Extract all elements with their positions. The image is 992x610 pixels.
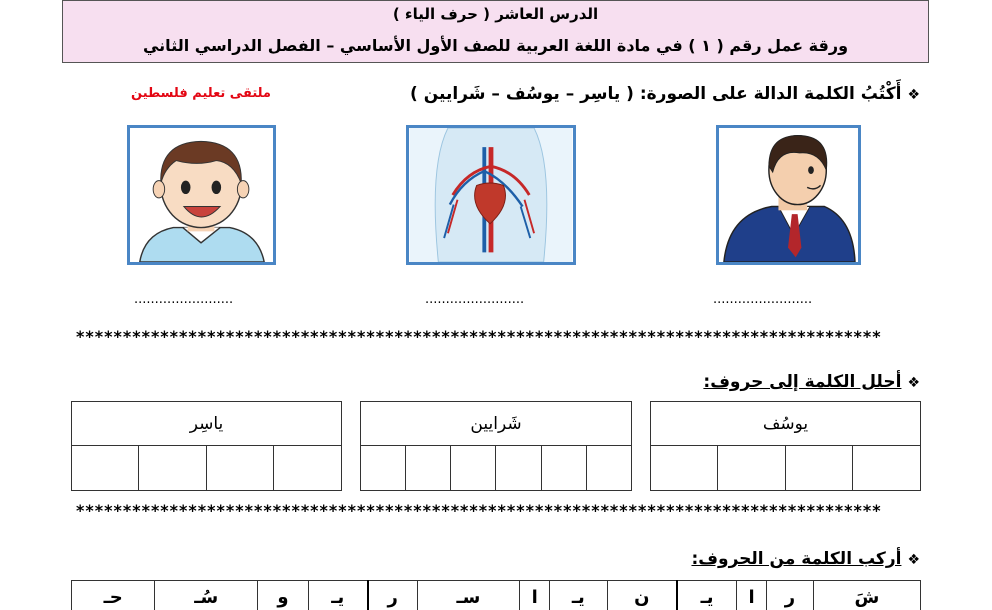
site-label: ملتقى تعليم فلسطين [131, 86, 271, 101]
worksheet-header [62, 0, 929, 63]
section1-options: ( ياسِر – يوسُف – شَرايين ) [410, 84, 634, 104]
boy-smiling-drawing [130, 128, 273, 262]
letter-tile: يـ [550, 581, 608, 610]
analysis-box-yaser [71, 401, 342, 491]
letter-tile: يـ [677, 581, 737, 610]
man-in-suit-drawing [719, 128, 858, 262]
section3-title: أركب الكلمة من الحروف: [691, 549, 902, 569]
letter-cell[interactable] [72, 446, 139, 491]
analysis-box-yousef [650, 401, 921, 491]
separator-line: ************************************************************************************** [76, 330, 882, 344]
bullet-icon: ❖ [907, 87, 920, 103]
letter-tile: يـ [308, 581, 368, 610]
man-in-suit-image [716, 125, 861, 265]
letter-tile: شَ [813, 581, 920, 610]
bullet-icon: ❖ [907, 552, 920, 568]
letter-tile: ر [368, 581, 417, 610]
letter-cell[interactable] [361, 446, 406, 491]
letter-cell[interactable] [274, 446, 342, 491]
word-sharayeen: شَرايين [361, 402, 632, 446]
section3-instruction [691, 549, 920, 569]
bullet-icon: ❖ [907, 375, 920, 391]
word-yousef: يوسُف [651, 402, 921, 446]
section1-title: أَكْتُبُ الكلمة الدالة على الصورة: [639, 84, 902, 104]
letter-cell[interactable] [206, 446, 273, 491]
lesson-title: الدرس العاشر ( حرف الياء ) [392, 5, 599, 23]
letter-cell[interactable] [541, 446, 586, 491]
letter-tile: ا [737, 581, 767, 610]
heart-arteries-drawing [409, 128, 573, 262]
letter-cell[interactable] [586, 446, 631, 491]
letter-cell[interactable] [139, 446, 206, 491]
letter-cell[interactable] [651, 446, 718, 491]
letter-tile: حـ [72, 581, 155, 610]
letter-tile: ا [520, 581, 550, 610]
heart-arteries-image [406, 125, 576, 265]
letter-cell[interactable] [853, 446, 921, 491]
letter-tile: ر [766, 581, 813, 610]
letter-cell[interactable] [496, 446, 541, 491]
separator-line: ************************************************************************************** [76, 504, 882, 518]
section2-title: أحلل الكلمة إلى حروف: [703, 372, 902, 392]
section2-instruction [703, 372, 920, 392]
letter-cell[interactable] [406, 446, 451, 491]
analysis-box-sharayeen [360, 401, 632, 491]
letter-cell[interactable] [451, 446, 496, 491]
letter-tile: سُـ [155, 581, 258, 610]
letters-row [71, 580, 921, 610]
answer-blank-2[interactable]: ........................ [425, 292, 525, 307]
answer-blank-1[interactable]: ........................ [134, 292, 234, 307]
letter-cell[interactable] [785, 446, 852, 491]
letter-tile: ن [607, 581, 677, 610]
boy-smiling-image [127, 125, 276, 265]
letter-tile: سـ [417, 581, 520, 610]
worksheet-subtitle: ورقة عمل رقم ( ١ ) في مادة اللغة العربية للصف الأول الأساسي – الفصل الدراسي الثاني [142, 36, 849, 55]
answer-blank-3[interactable]: ........................ [713, 292, 813, 307]
word-yaser: ياسِر [72, 402, 342, 446]
section1-instruction [410, 84, 920, 104]
letter-cell[interactable] [718, 446, 785, 491]
letter-tile: و [258, 581, 309, 610]
